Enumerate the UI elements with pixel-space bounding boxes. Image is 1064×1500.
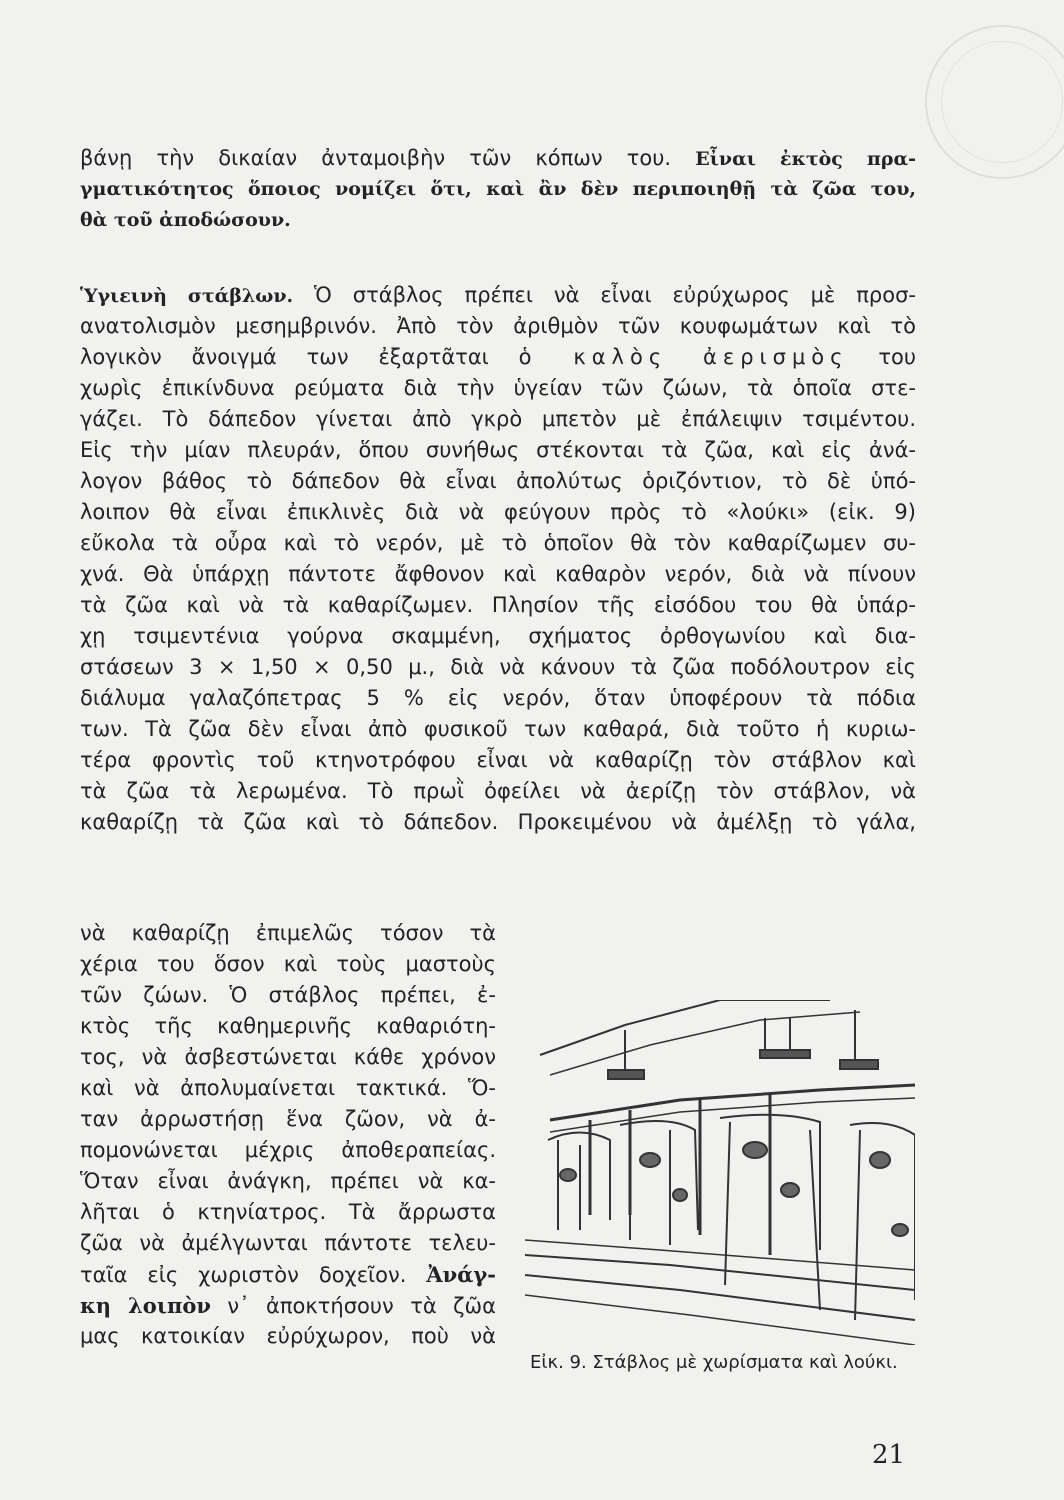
text-line: θὰ τοῦ ἀποδώσουν.	[80, 209, 291, 231]
text-line: γματικότητος ὅποιος νομίζει ὅτι, καὶ ἂν δὲν περιποιηθῇ τὰ ζῶα του,	[80, 178, 916, 200]
text-line: τὰ ζῶα καὶ νὰ τὰ καθαρίζωμεν. Πλησίον τῆς εἰσόδου του θὰ ὑπάρ-	[80, 593, 916, 617]
text-line: κη λοιπὸν ν᾿ ἀποκτήσουν τὰ ζῶα	[80, 1293, 496, 1318]
text-line: χνά. Θὰ ὑπάρχῃ πάντοτε ἄφθονον καὶ καθαρὸν νερόν, διὰ νὰ πίνουν	[80, 562, 916, 586]
text-line: Εἰς τὴν μίαν πλευράν, ὅπου συνήθως στέκονται τὰ ζῶα, καὶ εἰς ἀνά-	[80, 438, 916, 462]
text-line: βάνῃ τὴν δικαίαν ἀνταμοιβὴν τῶν κόπων του. Εἶναι ἐκτὸς πρα-	[80, 146, 916, 170]
text-line: ζῶα νὰ ἀμέλγωνται πάντοτε τελευ-	[80, 1231, 496, 1255]
text-line: στάσεων 3 × 1,50 × 0,50 μ., διὰ νὰ κάνουν τὰ ζῶα ποδόλουτρον εἰς	[80, 655, 916, 679]
left-text-column	[80, 918, 496, 1352]
text-line: λογον βάθος τὸ δάπεδον θὰ εἶναι ἀπολύτως ὁριζόντιον, τὸ δὲ ὑπό-	[80, 469, 916, 493]
cow	[850, 1123, 915, 1320]
stable-illustration	[520, 1000, 915, 1345]
paragraph-continuation	[80, 143, 916, 236]
section-heading: Ὑγιεινὴ στάβλων.	[80, 285, 294, 307]
text-line: ταν ἀρρωστήσῃ ἕνα ζῶον, νὰ ἀ-	[80, 1107, 496, 1131]
text-line: διάλυμα γαλαζόπετρας 5 % εἰς νερόν, ὅταν ὑποφέρουν τὰ πόδια	[80, 686, 916, 710]
text-line: λοιπον θὰ εἶναι ἐπικλινὲς διὰ νὰ φεύγουν πρὸς τὸ «λούκι» (εἰκ. 9)	[80, 500, 916, 524]
text-line: τέρα φροντὶς τοῦ κτηνοτρόφου εἶναι νὰ καθαρίζῃ τὸν στάβλον καὶ	[80, 748, 916, 772]
text-line: καὶ νὰ ἀπολυμαίνεται τακτικά. Ὅ-	[80, 1076, 496, 1100]
cow	[548, 1133, 610, 1231]
text-line: λογικὸν ἄνοιγμά των ἐξαρτᾶται ὁ καλὸς ἀερισμὸς του	[80, 345, 916, 369]
ceiling-lamp	[608, 1030, 644, 1079]
text-line: πομονώνεται μέχρις ἀποθεραπείας.	[80, 1138, 496, 1162]
text-line: Ὑγιεινὴ στάβλων. Ὁ στάβλος πρέπει νὰ εἶναι εὐρύχωρος μὲ προσ-	[80, 283, 916, 307]
emphasized-text: ὁ καλὸς ἀερισμὸς	[518, 345, 849, 369]
text-line: τος, νὰ ἀσβεστώνεται κάθε χρόνον	[80, 1045, 496, 1069]
text-line: καθαρίζῃ τὰ ζῶα καὶ τὸ δάπεδον. Προκειμένου νὰ ἀμέλξῃ τὸ γάλα,	[80, 810, 916, 834]
text-line: κτὸς τῆς καθημερινῆς καθαριότη-	[80, 1014, 496, 1038]
text-line: χῃ τσιμεντένια γούρνα σκαμμένη, σχήματος ὀρθογωνίου καὶ δια-	[80, 624, 916, 648]
text-line: τὰ ζῶα τὰ λερωμένα. Τὸ πρωῒ ὀφείλει νὰ ἀερίζῃ τὸν στάβλον, νὰ	[80, 779, 916, 803]
text-line: νὰ καθαρίζῃ ἐπιμελῶς τόσον τὰ	[80, 921, 496, 945]
text-line: μας κατοικίαν εὐρύχωρον, ποὺ νὰ	[80, 1324, 496, 1348]
cow	[620, 1121, 698, 1245]
text-line: λῆται ὁ κτηνίατρος. Τὰ ἄρρωστα	[80, 1200, 496, 1224]
paragraph-stable-hygiene	[80, 280, 916, 838]
text-line: γάζει. Τὸ δάπεδον γίνεται ἀπὸ γκρὸ μπετὸν μὲ ἐπάλειψιν τσιμέντου.	[80, 407, 916, 431]
text-line: Ὅταν εἶναι ἀνάγκη, πρέπει νὰ κα-	[80, 1169, 496, 1193]
page-number: 21	[872, 1440, 906, 1470]
figure-caption: Εἰκ. 9. Στάβλος μὲ χωρίσματα καὶ λούκι.	[530, 1352, 898, 1373]
text-line: τῶν ζώων. Ὁ στάβλος πρέπει, ἐ-	[80, 983, 496, 1007]
text-line: χέρια του ὅσον καὶ τοὺς μαστοὺς	[80, 952, 496, 976]
text-line: χωρὶς ἐπικίνδυνα ρεύματα διὰ τὴν ὑγείαν τῶν ζώων, τὰ ὁποῖα στε-	[80, 376, 916, 400]
text-line: εὔκολα τὰ οὖρα καὶ τὸ νερόν, μὲ τὸ ὁποῖον θὰ τὸν καθαρίζωμεν συ-	[80, 531, 916, 555]
library-stamp	[925, 25, 1064, 179]
text-line: ταῖα εἰς χωριστὸν δοχεῖον. Ἀνάγ-	[80, 1262, 496, 1287]
text-line: ανατολισμὸν μεσημβρινόν. Ἀπὸ τὸν ἀριθμὸν τῶν κουφωμάτων καὶ τὸ	[80, 314, 916, 338]
text-line: των. Τὰ ζῶα δὲν εἶναι ἀπὸ φυσικοῦ των καθαρά, διὰ τοῦτο ἡ κυριω-	[80, 717, 916, 741]
